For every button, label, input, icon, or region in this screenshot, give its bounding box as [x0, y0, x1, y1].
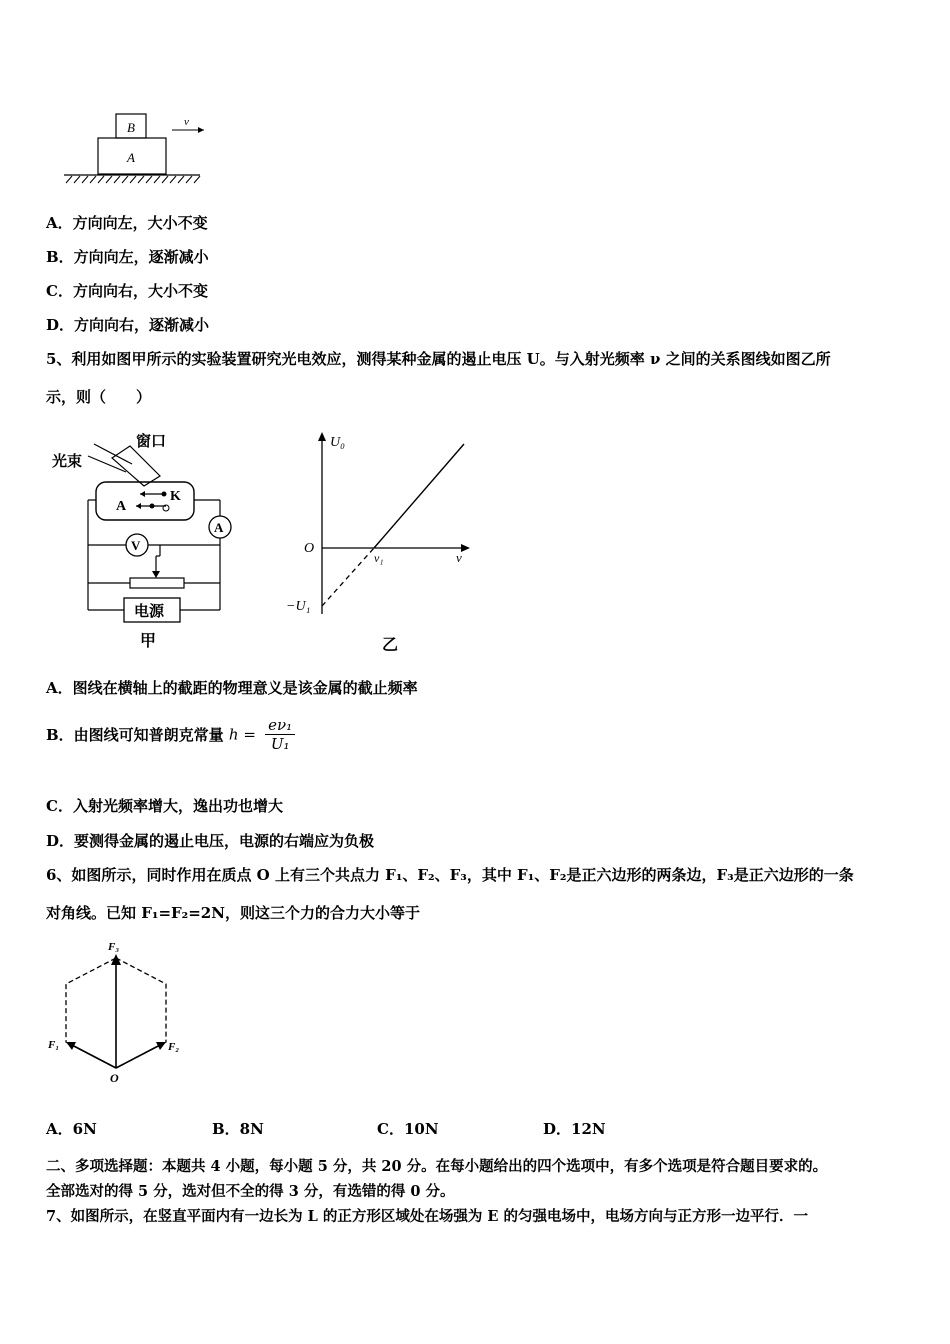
f2-label: F₂	[168, 1041, 180, 1053]
f1-label: F₁	[48, 1039, 60, 1051]
planck-formula-lhs: h =	[228, 725, 256, 744]
velocity-label: v	[184, 116, 189, 128]
blocks-figure	[62, 108, 212, 188]
q6-stem-line1: 6、如图所示，同时作用在质点 O 上有三个共点力 F₁、F₂、F₃，其中 F₁、F₂是正六边形的两条边，F₃是正六边形的一条	[46, 866, 854, 884]
q5-stem-line2: 示，则（ ）	[46, 388, 152, 406]
q7-stem-line1: 7、如图所示，在竖直平面内有一边长为 L 的正方形区域处在场强为 E 的匀强电场中，电场方向与正方形一边平行．一	[46, 1208, 809, 1225]
origin-o-label: O	[110, 1071, 119, 1085]
ammeter-label: A	[214, 520, 224, 535]
q6-stem-line2: 对角线。已知 F₁=F₂=2N，则这三个力的合力大小等于	[46, 904, 420, 922]
q6-option-c[interactable]: C．10N	[377, 1120, 439, 1138]
planck-formula-fraction	[265, 716, 295, 753]
q4-option-a[interactable]: A．方向向左，大小不变	[46, 214, 208, 232]
light-beam-label: 光束	[52, 454, 83, 470]
f3-label: F₃	[108, 941, 120, 953]
block-b-label: B	[127, 120, 135, 135]
q6-option-b[interactable]: B．8N	[212, 1120, 264, 1138]
section2-line2: 全部选对的得 5 分，选对但不全的得 3 分，有选错的得 0 分。	[46, 1183, 455, 1200]
power-source-label: 电源	[134, 604, 165, 620]
q5-option-c[interactable]: C．入射光频率增大，逸出功也增大	[46, 797, 283, 815]
voltmeter-label: V	[131, 538, 141, 553]
q6-option-d[interactable]: D．12N	[543, 1120, 606, 1138]
y-axis-label: U₀	[330, 435, 345, 450]
q5-option-b[interactable]	[46, 716, 295, 753]
planck-formula-denominator: U₁	[270, 735, 290, 753]
x-axis-label: ν	[456, 550, 462, 565]
q5-option-d[interactable]: D．要测得金属的遏止电压，电源的右端应为负极	[46, 832, 375, 850]
q5-option-b-text: B．由图线可知普朗克常量	[46, 726, 224, 744]
q6-option-a[interactable]: A．6N	[46, 1120, 97, 1138]
figure-yi-caption: 乙	[382, 637, 399, 654]
planck-formula-numerator: eν₁	[265, 716, 295, 735]
figure-jia-caption: 甲	[140, 633, 157, 650]
block-a-label: A	[127, 150, 135, 165]
stopping-voltage-graph	[282, 428, 482, 656]
window-label: 窗口	[136, 434, 167, 450]
q4-option-d[interactable]: D．方向向右，逐渐减小	[46, 316, 210, 334]
q5-option-a[interactable]: A．图线在横轴上的截距的物理意义是该金属的截止频率	[46, 679, 418, 697]
cathode-label: K	[170, 489, 181, 504]
photoelectric-circuit-figure	[50, 428, 240, 656]
q4-option-b[interactable]: B．方向向左，逐渐减小	[46, 248, 209, 266]
neg-u1-label: −U₁	[286, 599, 311, 614]
hexagon-forces-figure	[44, 938, 194, 1088]
q5-stem-line1: 5、利用如图甲所示的实验装置研究光电效应，测得某种金属的遏止电压 U。与入射光频率 ν 之间的关系图线如图乙所	[46, 350, 831, 368]
nu1-label: ν₁	[374, 551, 384, 565]
origin-label: O	[304, 541, 315, 556]
q4-option-c[interactable]: C．方向向右，大小不变	[46, 282, 208, 300]
anode-label: A	[116, 499, 127, 514]
section2-line1: 二、多项选择题：本题共 4 小题，每小题 5 分，共 20 分。在每小题给出的四个选项中，有多个选项是符合题目要求的。	[46, 1158, 828, 1175]
